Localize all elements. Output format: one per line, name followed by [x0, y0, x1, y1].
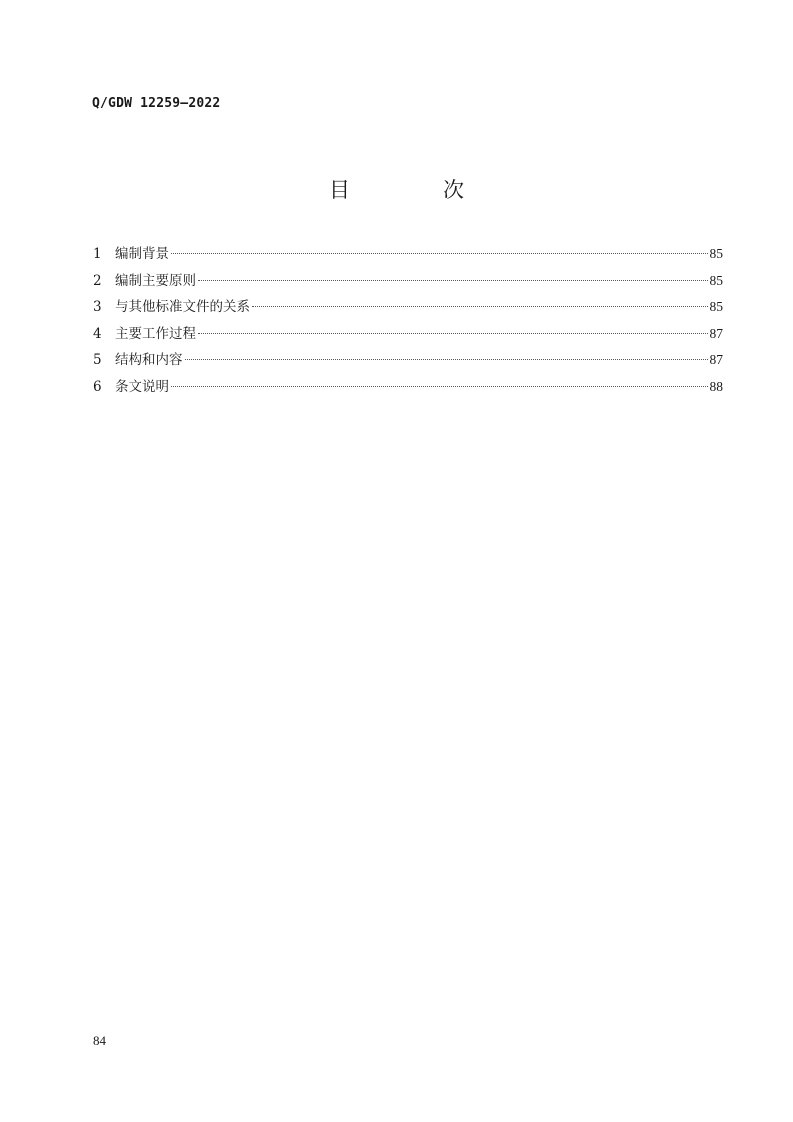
dot-leader [171, 386, 708, 387]
toc-entry-number: 6 [93, 378, 102, 395]
toc-entry-3[interactable] [93, 296, 723, 323]
table-of-contents [93, 243, 723, 402]
toc-entry-page: 85 [709, 246, 723, 261]
toc-title: 目 次 [329, 178, 500, 202]
toc-entry-title: 条文说明 [115, 378, 169, 395]
page-number: 84 [93, 1033, 106, 1048]
toc-entry-number: 1 [93, 246, 102, 262]
toc-entry-number: 3 [93, 299, 102, 315]
toc-entry-title: 结构和内容 [115, 352, 183, 368]
toc-entry-1[interactable] [93, 243, 723, 270]
toc-entry-page: 87 [709, 325, 723, 341]
toc-entry-title: 与其他标准文件的关系 [115, 299, 250, 315]
toc-entry-number: 5 [93, 352, 102, 368]
toc-entry-title: 编制主要原则 [115, 272, 196, 289]
toc-entry-page: 87 [709, 352, 723, 367]
dot-leader [252, 306, 708, 307]
toc-entry-2[interactable] [93, 270, 723, 297]
toc-entry-number: 2 [93, 272, 102, 289]
dot-leader [198, 280, 708, 281]
toc-entry-title: 编制背景 [115, 246, 169, 262]
toc-entry-page: 88 [709, 378, 723, 394]
toc-entry-title: 主要工作过程 [115, 325, 196, 342]
dot-leader [185, 359, 708, 360]
dot-leader [198, 333, 708, 334]
toc-entry-6[interactable] [93, 376, 723, 403]
toc-entry-page: 85 [709, 272, 723, 288]
toc-entry-4[interactable] [93, 323, 723, 350]
dot-leader [171, 253, 708, 254]
toc-entry-5[interactable] [93, 349, 723, 376]
document-code: Q/GDW 12259—2022 [92, 96, 221, 111]
toc-entry-number: 4 [93, 325, 102, 342]
toc-entry-page: 85 [709, 299, 723, 314]
